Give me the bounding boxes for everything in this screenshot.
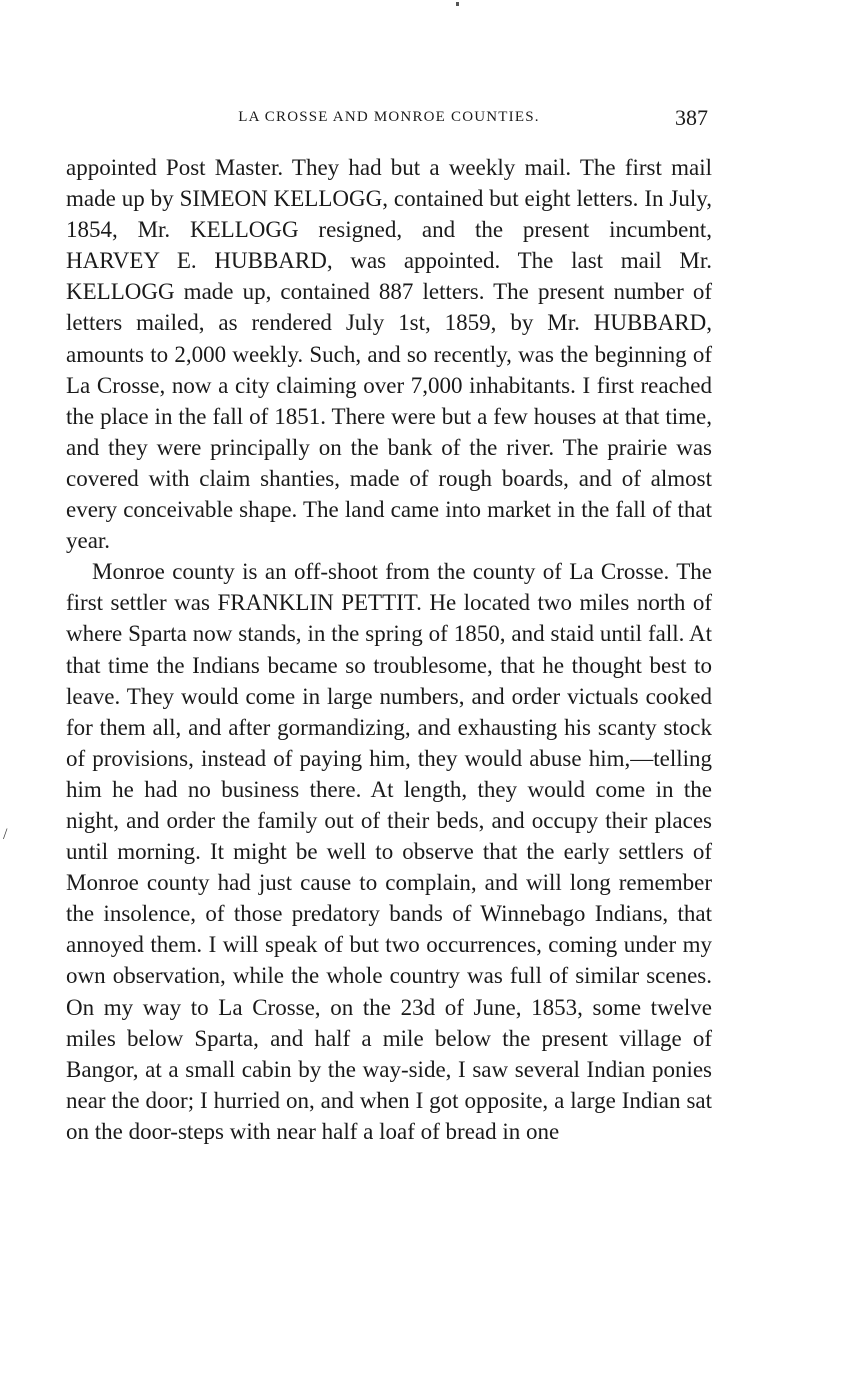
body-text bbox=[66, 152, 712, 1147]
paragraph-1: appointed Post Master. They had but a weekly mail. The first mail made up by SIMEON KELLOGG, contained but eight letters. In July, 1854, Mr. KELLOGG resigned, and the present incumbent, HARVEY E. HUBBARD, was appointed. The last mail Mr. KELLOGG made up, contained 887 letters. The present number of letters mailed, as rendered July 1st, 1859, by Mr. HUBBARD, amounts to 2,000 weekly. Such, and so recently, was the beginning of La Crosse, now a city claiming over 7,000 inhabitants. I first reached the place in the fall of 1851. There were but a few houses at that time, and they were principally on the bank of the river. The prairie was covered with claim shanties, made of rough boards, and of almost every conceivable shape. The land came into market in the fall of that year. bbox=[66, 155, 712, 554]
margin-mark: / bbox=[3, 826, 8, 843]
running-title: LA CROSSE AND MONROE COUNTIES. bbox=[238, 109, 540, 125]
paragraph-2: Monroe county is an off-shoot from the county of La Crosse. The first settler was FRANKLIN PETTIT. He located two miles north of where Sparta now stands, in the spring of 1850, and staid until fall. At that time the Indians became so troublesome, that he thought best to leave. They would come in large numbers, and order victuals cooked for them all, and after gormandizing, and exhausting his scanty stock of provisions, instead of paying him, they would abuse him,—telling him he had no business there. At length, they would come in the night, and order the family out of their beds, and occupy their places until morning. It might be well to observe that the early settlers of Monroe county had just cause to complain, and will long remember the insolence, of those predatory bands of Winnebago Indians, that annoyed them. I will speak of but two occurrences, coming under my own observation, while the whole country was full of similar scenes. On my way to La Crosse, on the 23d of June, 1853, some twelve miles below Sparta, and half a mile below the present village of Bangor, at a small cabin by the way-side, I saw several Indian ponies near the door; I hurried on, and when I got opposite, a large Indian sat on the door-steps with near half a loaf of bread in one bbox=[66, 559, 712, 1144]
page-number: 387 bbox=[675, 105, 708, 130]
print-speck bbox=[456, 2, 459, 6]
running-head bbox=[66, 105, 712, 135]
